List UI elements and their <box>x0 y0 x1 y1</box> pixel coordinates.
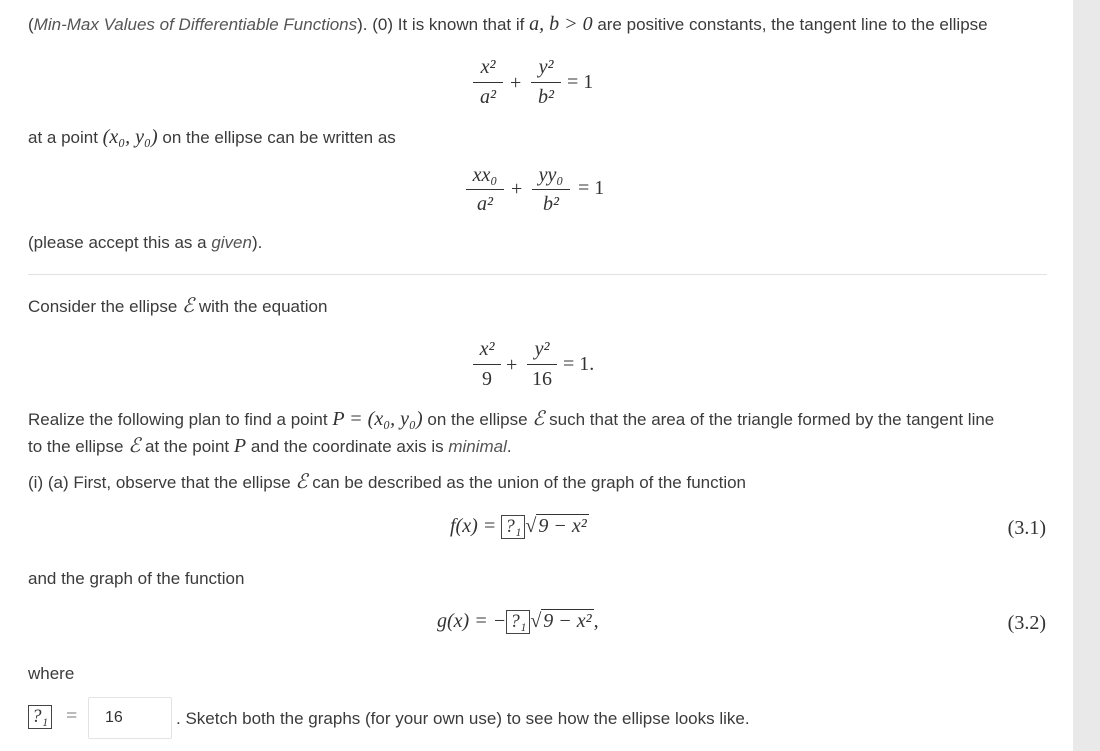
answer-input[interactable] <box>88 697 172 739</box>
section-divider <box>28 274 1047 275</box>
intro-line: (Min-Max Values of Differentiable Functions). (0) It is known that if a, b > 0 are positive constants, the tangent line to the ellipse <box>28 13 988 35</box>
given-line: (please accept this as a given). <box>28 233 263 252</box>
equation-number-3-1: (3.1) <box>1007 517 1046 539</box>
plan-line-1: Realize the following plan to find a point P = (x₀, y₀) on the ellipse ℰ such that the area of the triangle formed by the tangent line <box>28 408 995 430</box>
g-function-equation: g(x) = − ?₁ √ 9 − x² , <box>437 610 599 632</box>
placeholder-box: ?₁ <box>501 515 525 539</box>
part-i-line: (i) (a) First, observe that the ellipse ℰ can be described as the union of the graph of the function <box>28 471 747 493</box>
ellipse-specific-equation: x² 9 + y² 16 = 1. <box>473 336 623 392</box>
placeholder-box: ?₁ <box>506 610 530 634</box>
tangent-line-equation: xx₀ a² + yy₀ b² = 1 <box>466 160 626 216</box>
sqrt-symbol: √ 9 − x² <box>525 515 587 537</box>
f-function-equation: f(x) = ?₁ √ 9 − x² <box>450 515 587 537</box>
tangent-point-line: at a point (x₀, y₀) on the ellipse can be written as <box>28 126 396 148</box>
where-line: where <box>28 664 75 683</box>
placeholder-box: ?₁ <box>28 705 52 729</box>
sqrt-symbol: √ 9 − x² <box>530 610 592 632</box>
equation-number-3-2: (3.2) <box>1007 612 1046 634</box>
ellipse-general-equation: x² a² + y² b² = 1 <box>473 54 613 110</box>
problem-title: Min-Max Values of Differentiable Functions <box>33 15 358 34</box>
and-graph-line: and the graph of the function <box>28 569 245 588</box>
plan-line-2: to the ellipse ℰ at the point P and the coordinate axis is minimal. <box>28 435 512 457</box>
sketch-line: . Sketch both the graphs (for your own use) to see how the ellipse looks like. <box>176 709 750 728</box>
consider-line: Consider the ellipse ℰ with the equation <box>28 295 328 317</box>
equals-sign: = <box>66 705 78 727</box>
answer-label <box>28 705 52 729</box>
